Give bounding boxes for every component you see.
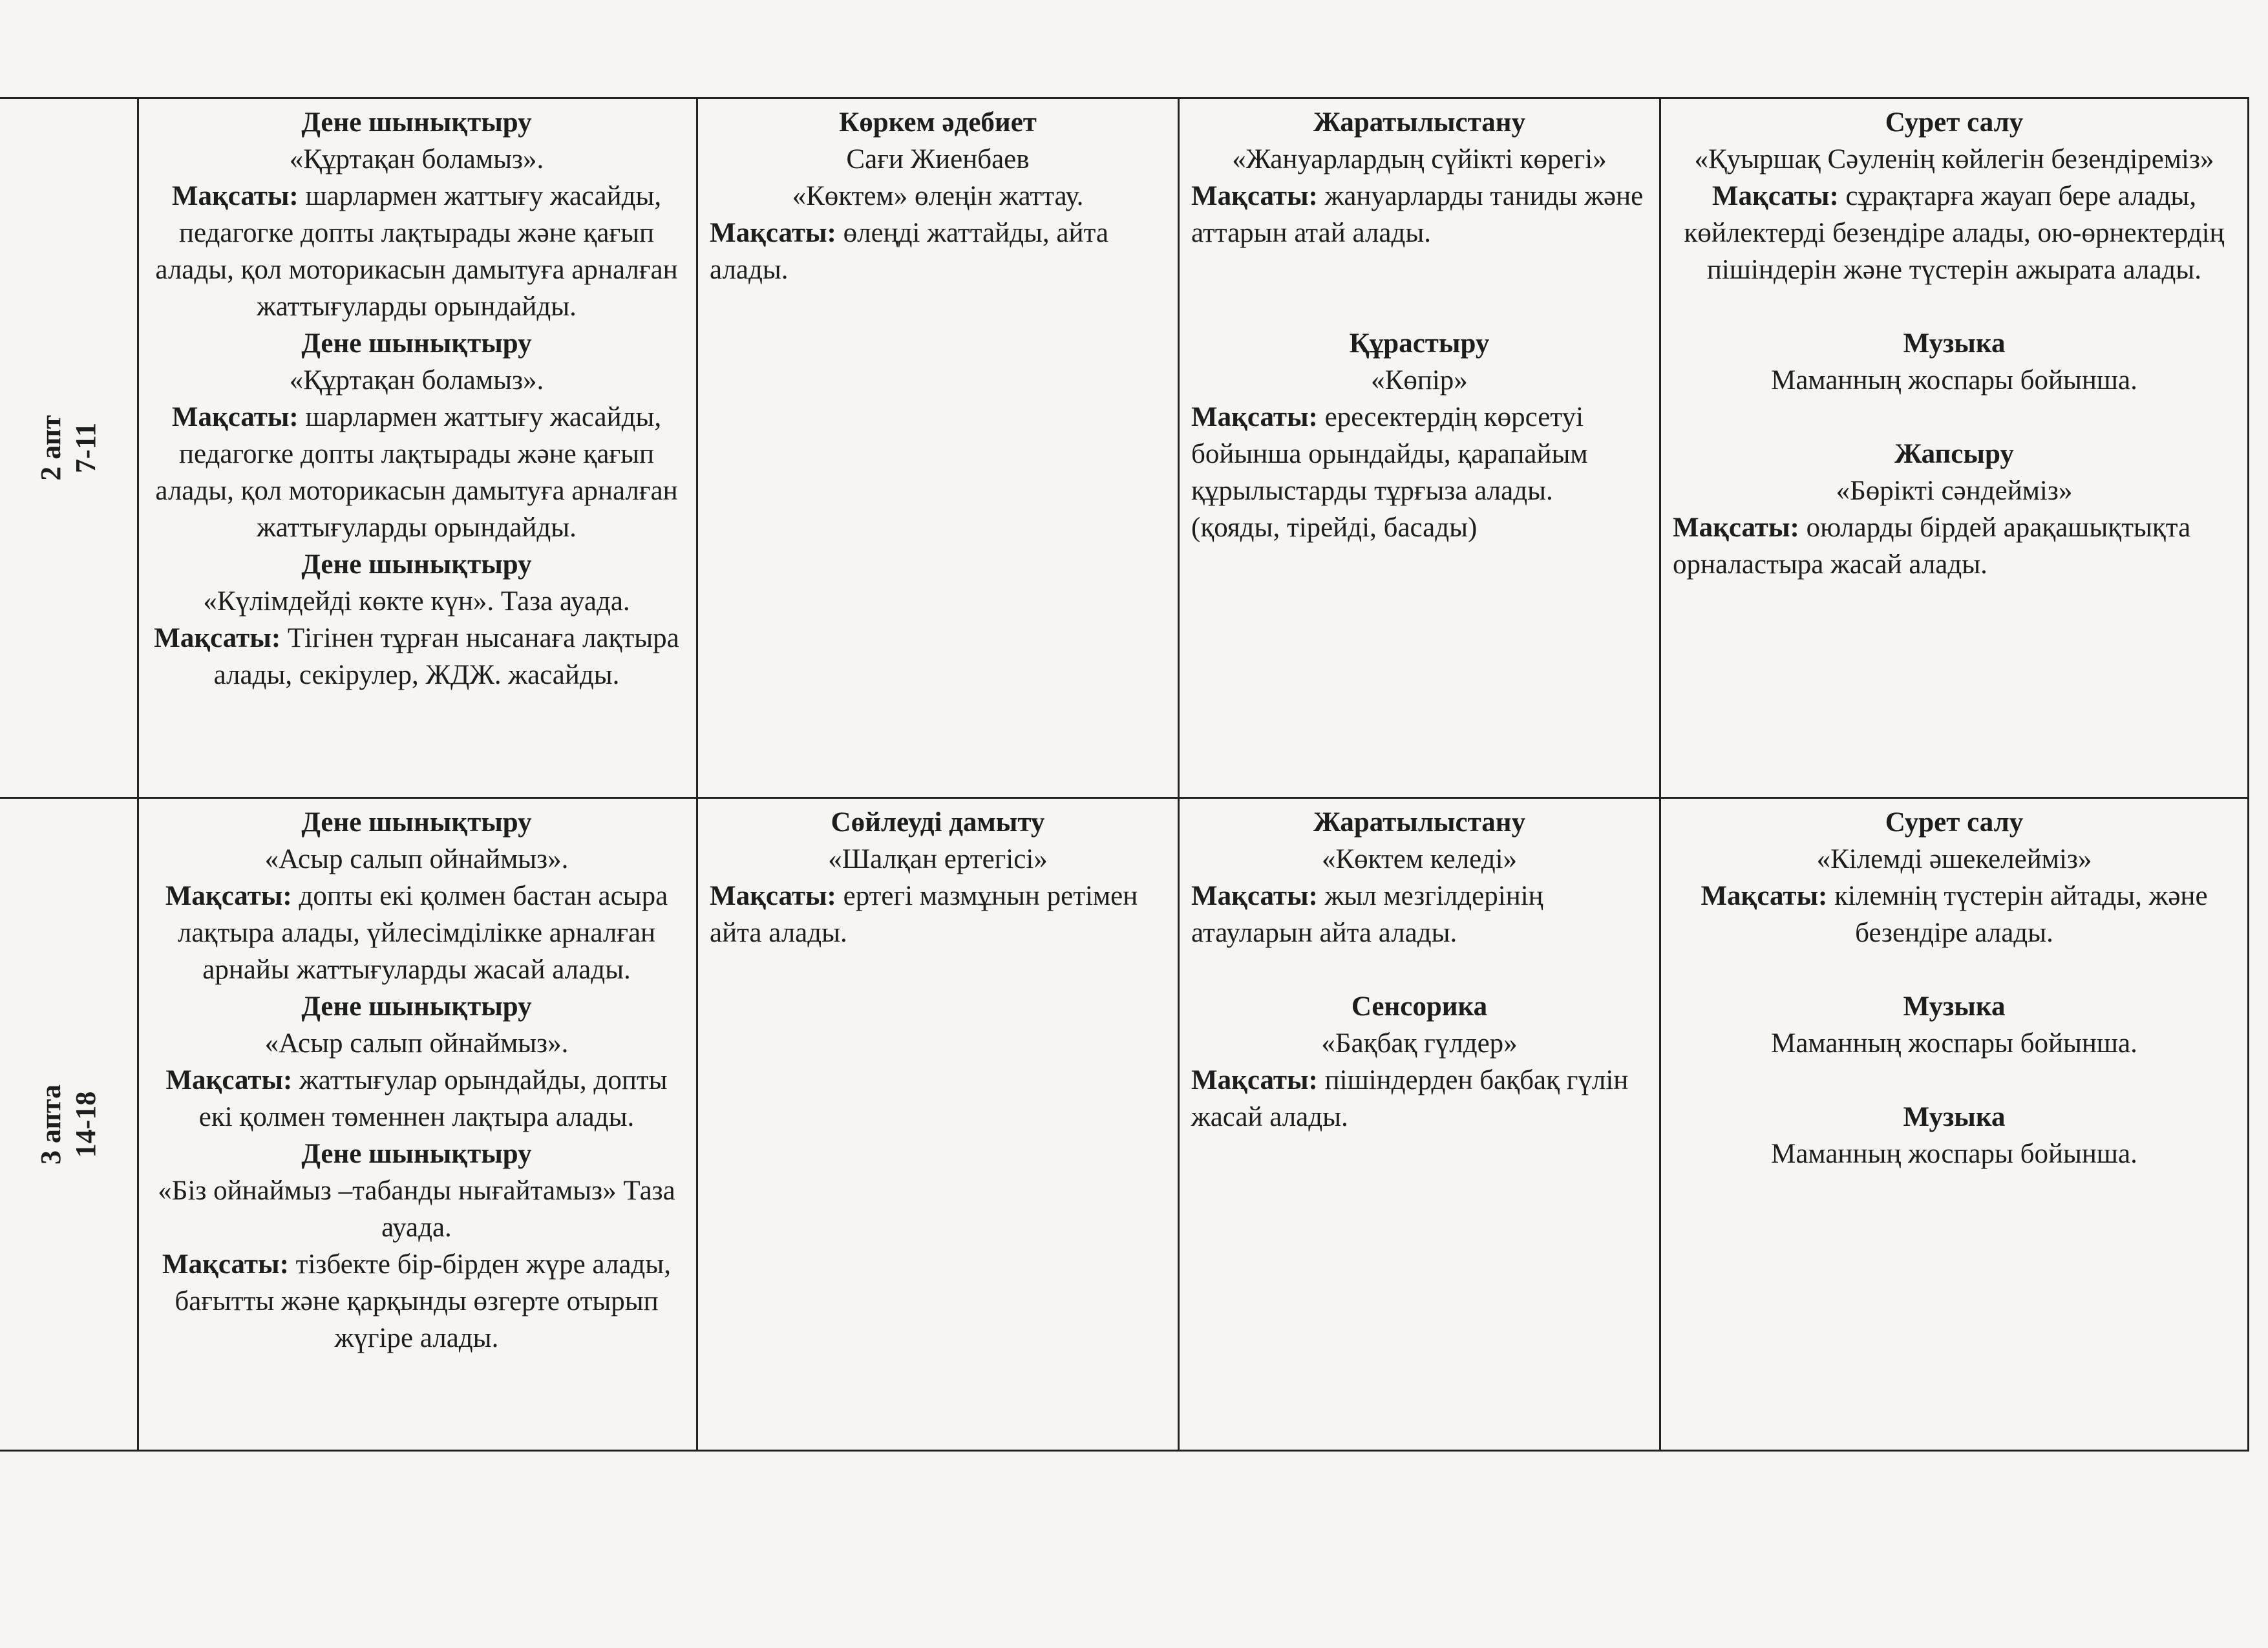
table-row-week-3 — [0, 799, 2249, 1450]
cell-tuesday — [698, 799, 1180, 1450]
lesson-goal — [710, 215, 1166, 288]
goal-text: оюларды бірдей арақашықтықта орналастыра жасай алады. — [1673, 512, 2191, 580]
goal-label: Мақсаты: — [1673, 512, 1799, 543]
table-row-week-2 — [0, 99, 2249, 799]
lesson-goal — [1673, 178, 2236, 288]
week-name: 2 апт — [35, 415, 67, 481]
goal-label: Мақсаты: — [171, 181, 299, 211]
lesson-topic: «Көпір» — [1371, 365, 1468, 396]
goal-label: Мақсаты: — [171, 402, 299, 432]
cell-tuesday — [698, 99, 1180, 797]
lesson-goal — [149, 878, 684, 988]
lesson-title: Дене шынықтыру — [301, 107, 532, 138]
lesson-plan-table — [0, 97, 2249, 1452]
goal-text: ертегі мазмұнын ретімен айта алады. — [710, 881, 1138, 948]
lesson-title: Сурет салу — [1885, 107, 2024, 138]
goal-label: Мақсаты: — [1712, 181, 1839, 211]
lesson-title: Дене шынықтыру — [301, 1139, 532, 1169]
lesson-title: Көркем әдебиет — [839, 107, 1037, 138]
lesson-title: Жаратылыстану — [1313, 107, 1526, 138]
lesson-goal — [1191, 1062, 1648, 1136]
lesson-text: Маманның жоспары бойынша. — [1771, 365, 2137, 396]
lesson-topic: «Асыр салып ойнаймыз». — [264, 844, 569, 874]
goal-text: тізбекте бір-бірден жүре алады, бағытты және қарқынды өзгерте отырып жүгіре алады. — [175, 1249, 671, 1353]
week-label — [34, 415, 103, 480]
lesson-title: Сөйлеуді дамыту — [831, 807, 1045, 838]
lesson-title: Құрастыру — [1349, 328, 1490, 359]
goal-text: жыл мезгілдерінің атауларын айта алады. — [1191, 881, 1543, 948]
goal-label: Мақсаты: — [1191, 1065, 1318, 1095]
goal-text: Тігінен тұрған нысанаға лақтыра алады, секірулер, ЖДЖ. жасайды. — [213, 623, 679, 690]
lesson-text: Маманның жоспары бойынша. — [1771, 1139, 2137, 1169]
goal-text: шарлармен жаттығу жасайды, педагогке допты лақтырады және қағып алады, қол моторикасын дамытуға арналған жаттығуларды орындайды. — [155, 402, 678, 543]
goal-label: Мақсаты: — [710, 881, 836, 911]
lesson-topic: «Бөрікті сәндейміз» — [1836, 476, 2073, 506]
cell-monday — [137, 799, 698, 1450]
lesson-title: Жапсыру — [1894, 439, 2014, 469]
goal-label: Мақсаты: — [162, 1249, 289, 1280]
lesson-title: Дене шынықтыру — [301, 328, 532, 359]
lesson-goal — [710, 878, 1166, 951]
goal-text: шарлармен жаттығу жасайды, педагогке допты лақтырады және қағып алады, қол моторикасын дамытуға арналған жаттығуларды орындайды. — [155, 181, 678, 322]
lesson-title: Дене шынықтыру — [301, 549, 532, 580]
lesson-goal — [149, 620, 684, 693]
lesson-goal — [1673, 878, 2236, 951]
goal-label: Мақсаты: — [1701, 881, 1828, 911]
lesson-topic: «Қуыршақ Сәуленің көйлегін безендіреміз» — [1694, 144, 2214, 174]
lesson-title: Сенсорика — [1351, 991, 1488, 1022]
goal-text: ересектердің көрсетуі бойынша орындайды, қарапайым құрылыстарды тұрғыза алады. (қояды, тірейді, басады) — [1191, 402, 1588, 543]
lesson-topic: «Бақбақ гүлдер» — [1321, 1028, 1518, 1059]
lesson-title: Жаратылыстану — [1313, 807, 1526, 838]
goal-label: Мақсаты: — [710, 218, 836, 248]
goal-label: Мақсаты: — [1191, 402, 1318, 432]
lesson-title: Музыка — [1903, 1102, 2006, 1132]
lesson-author: Сағи Жиенбаев — [846, 144, 1030, 174]
goal-text: сұрақтарға жауап бере алады, көйлектерді безендіре алады, ою-өрнектердің пішіндерін және түстерін ажырата алады. — [1684, 181, 2225, 285]
lesson-topic: «Құртақан боламыз». — [289, 144, 544, 174]
lesson-title: Музыка — [1903, 991, 2006, 1022]
goal-text: кілемнің түстерін айтады, және безендіре алады. — [1827, 881, 2208, 948]
goal-label: Мақсаты: — [154, 623, 281, 653]
lesson-topic: «Біз ойнаймыз –табанды нығайтамыз» Таза ауада. — [158, 1176, 675, 1243]
week-dates: 7-11 — [70, 422, 101, 474]
lesson-title: Музыка — [1903, 328, 2006, 359]
lesson-goal — [1191, 399, 1648, 546]
lesson-goal — [149, 399, 684, 546]
lesson-topic: «Асыр салып ойнаймыз». — [264, 1028, 569, 1059]
lesson-text: Маманның жоспары бойынша. — [1771, 1028, 2137, 1059]
lesson-topic: «Шалқан ертегісі» — [828, 844, 1048, 874]
cell-monday — [137, 99, 698, 797]
goal-label: Мақсаты: — [165, 881, 292, 911]
lesson-goal — [149, 1246, 684, 1357]
lesson-title: Дене шынықтыру — [301, 807, 532, 838]
lesson-goal — [1673, 509, 2236, 583]
week-dates: 14-18 — [70, 1091, 101, 1157]
goal-text: пішіндерден бақбақ гүлін жасай алады. — [1191, 1065, 1629, 1132]
lesson-title: Дене шынықтыру — [301, 991, 532, 1022]
cell-thursday — [1661, 799, 2249, 1450]
goal-text: өлеңді жаттайды, айта алады. — [710, 218, 1108, 285]
lesson-topic: «Көктем» өлеңін жаттау. — [792, 181, 1084, 211]
week-cell — [0, 99, 139, 797]
lesson-goal — [149, 178, 684, 325]
goal-label: Мақсаты: — [165, 1065, 293, 1095]
goal-label: Мақсаты: — [1191, 881, 1318, 911]
lesson-topic: «Кілемді әшекелейміз» — [1816, 844, 2092, 874]
cell-wednesday — [1180, 799, 1661, 1450]
week-cell — [0, 799, 139, 1450]
week-name: 3 апта — [35, 1084, 67, 1165]
lesson-title: Сурет салу — [1885, 807, 2024, 838]
lesson-topic: «Күлімдейді көкте күн». Таза ауада. — [203, 586, 630, 617]
cell-thursday — [1661, 99, 2249, 797]
week-label — [34, 1084, 103, 1165]
goal-text: допты екі қолмен бастан асыра лақтыра алады, үйлесімділікке арналған арнайы жаттығуларды жасай алады. — [177, 881, 668, 985]
goal-label: Мақсаты: — [1191, 181, 1318, 211]
lesson-topic: «Көктем келеді» — [1321, 844, 1518, 874]
goal-text: жаттығулар орындайды, допты екі қолмен төменнен лақтыра алады. — [198, 1065, 668, 1132]
lesson-topic: «Құртақан боламыз». — [289, 365, 544, 396]
lesson-goal — [1191, 878, 1648, 951]
lesson-goal — [149, 1062, 684, 1136]
lesson-goal — [1191, 178, 1648, 251]
lesson-topic: «Жануарлардың сүйікті көрегі» — [1232, 144, 1607, 174]
cell-wednesday — [1180, 99, 1661, 797]
goal-text: жануарларды таниды және аттарын атай алады. — [1191, 181, 1644, 248]
